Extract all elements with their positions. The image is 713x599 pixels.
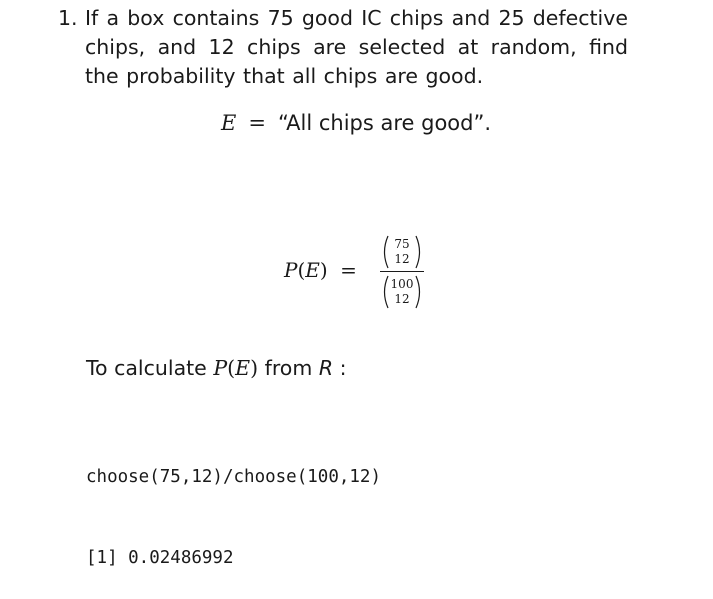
formula-equals-sign: = <box>340 258 357 282</box>
formula-fraction <box>380 234 424 310</box>
calc-suffix: : <box>333 356 347 380</box>
calc-language: R <box>318 356 334 380</box>
calc-function: P <box>213 356 228 380</box>
numerator-n: 75 <box>394 237 410 251</box>
fraction-bar <box>380 271 424 272</box>
calc-close-paren: ) <box>250 356 259 380</box>
event-definition <box>221 108 491 138</box>
calc-prefix: To calculate <box>86 356 214 380</box>
calculation-intro <box>86 353 347 383</box>
denominator-n: 100 <box>390 277 414 291</box>
event-description: “All chips are good”. <box>277 111 492 135</box>
denominator-k: 12 <box>394 292 410 306</box>
code-output: [1] 0.02486992 <box>86 548 234 568</box>
calc-open-paren: ( <box>227 356 236 380</box>
formula-function: P <box>284 258 298 282</box>
problem-text: If a box contains 75 good IC chips and 25 defective chips, and 12 chips are selected at random, find the probability that all chips are good. <box>85 6 628 88</box>
denominator-binomial <box>380 275 424 309</box>
formula-variable: E <box>305 258 320 282</box>
event-symbol: E <box>221 111 237 135</box>
formula-open-paren: ( <box>297 258 306 282</box>
probability-formula <box>284 232 444 312</box>
formula-lhs <box>284 258 357 282</box>
problem-statement <box>58 4 628 91</box>
formula-close-paren: ) <box>319 258 328 282</box>
code-block <box>86 410 381 599</box>
problem-number: 1. <box>58 6 78 30</box>
calc-variable: E <box>235 356 251 380</box>
event-equals-sign: = <box>248 111 266 135</box>
numerator-k: 12 <box>394 252 410 266</box>
numerator-binomial <box>380 235 424 269</box>
code-command: choose(75,12)/choose(100,12) <box>86 467 382 487</box>
calc-middle: from <box>258 356 319 380</box>
